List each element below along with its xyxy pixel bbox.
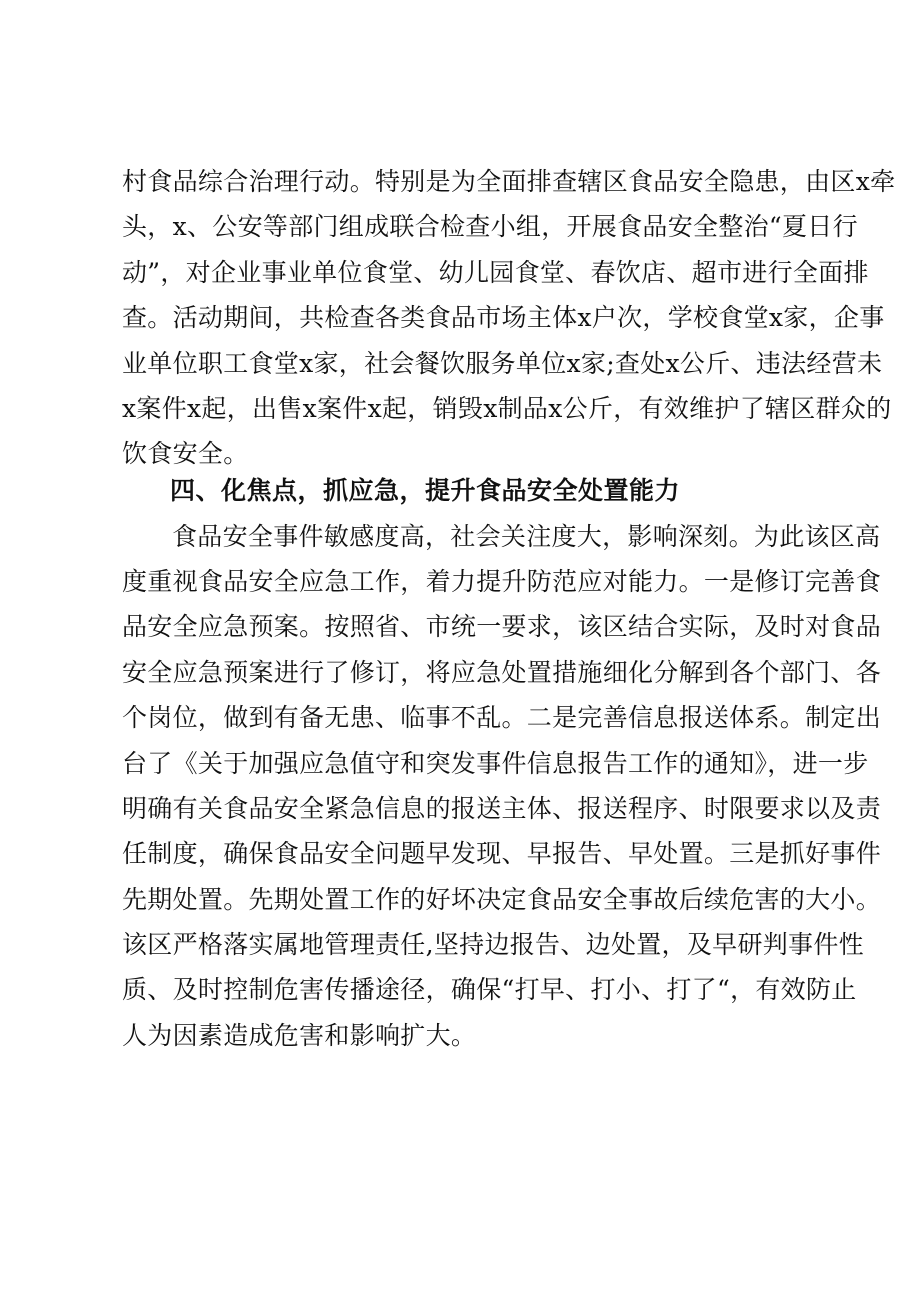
paragraph-line: x案件x起，出售x案件x起，销毁x制品x公斤，有效维护了辖区群众的: [122, 394, 892, 423]
paragraph-line: 明确有关食品安全紧急信息的报送主体、报送程序、时限要求以及责: [122, 794, 882, 823]
paragraph-line: 饮食安全。: [122, 439, 249, 468]
paragraph-line: 食品安全事件敏感度高，社会关注度大，影响深刻。为此该区高: [172, 522, 881, 551]
paragraph-line: 业单位职工食堂x家，社会餐饮服务单位x家;查处x公斤、违法经营未: [122, 349, 883, 378]
paragraph-line: 查。活动期间，共检查各类食品市场主体x户次，学校食堂x家，企事: [122, 303, 885, 332]
paragraph-line: 动”，对企业事业单位食堂、幼儿园食堂、春饮店、超市进行全面排: [122, 258, 869, 287]
paragraph-line: 安全应急预案进行了修订，将应急处置措施细化分解到各个部门、各: [122, 658, 882, 687]
paragraph-line: 人为因素造成危害和影响扩大。: [122, 1021, 477, 1050]
paragraph-line: 台了《关于加强应急值守和突发事件信息报告工作的通知》，进一步: [122, 749, 869, 778]
paragraph-line: 品安全应急预案。按照省、市统一要求，该区结合实际，及时对食品: [122, 612, 882, 641]
paragraph-line: 先期处置。先期处置工作的好坏决定食品安全事故后续危害的大小。: [122, 885, 882, 914]
paragraph-line: 质、及时控制危害传播途径，确保“打早、打小、打了“，有效防止: [122, 975, 857, 1004]
section-heading: 四、化焦点，抓应急，提升食品安全处置能力: [170, 476, 681, 505]
paragraph-line: 个岗位，做到有备无患、临事不乱。二是完善信息报送体系。制定出: [122, 703, 882, 732]
paragraph-line: 该区严格落实属地管理责任,坚持边报告、边处置，及早研判事件性: [122, 930, 864, 959]
paragraph-line: 头，x、公安等部门组成联合检查小组，开展食品安全整治“夏日行: [122, 212, 858, 241]
paragraph-line: 任制度，确保食品安全问题早发现、早报告、早处置。三是抓好事件: [122, 839, 882, 868]
paragraph-line: 度重视食品安全应急工作，着力提升防范应对能力。一是修订完善食: [122, 567, 882, 596]
paragraph-line: 村食品综合治理行动。特别是为全面排查辖区食品安全隐患，由区x牵: [122, 167, 896, 196]
